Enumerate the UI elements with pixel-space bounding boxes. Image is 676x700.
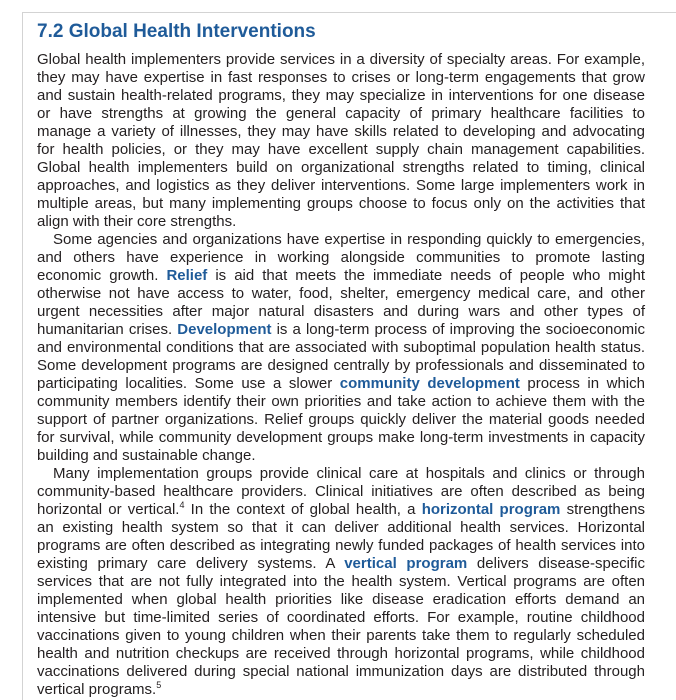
text-line — [37, 87, 645, 105]
text-run: services that are not fully integrated into the health system. Vertical programs are often — [37, 573, 645, 590]
key-term: Relief — [166, 267, 208, 284]
text-run: economic growth. — [37, 267, 167, 284]
text-line — [37, 159, 645, 177]
text-line — [37, 663, 645, 681]
text-run: approaches, and logistics as they deliver interventions. Some large implementers work in — [37, 177, 645, 194]
text-line — [37, 393, 645, 411]
text-line — [37, 123, 645, 141]
citation-superscript: 5 — [156, 680, 162, 690]
text-run: existing primary care delivery systems. A — [37, 555, 345, 572]
text-line — [37, 627, 645, 645]
text-run: is aid that meets the immediate needs of people who might — [207, 267, 645, 284]
text-line — [37, 177, 645, 195]
text-line — [37, 285, 645, 303]
text-run: they may have expertise in fast responses to crises or long-term engagements that grow — [37, 69, 645, 86]
text-run: manage a variety of illnesses, they may have skills related to developing and advocating — [37, 123, 645, 140]
text-run: otherwise not have access to water, food, shelter, emergency medical care, and other — [37, 285, 645, 302]
text-line — [37, 213, 645, 231]
text-line — [37, 483, 645, 501]
text-line — [37, 501, 645, 519]
citation-superscript: 4 — [179, 500, 185, 510]
text-run: or have strengths at growing the general capacity of primary healthcare facilities to — [37, 105, 645, 122]
text-run: and environmental conditions that are associated with suboptimal population health status. — [37, 339, 645, 356]
text-run: building and sustainable change. — [37, 447, 256, 464]
text-run: Many implementation groups provide clinical care at hospitals and clinics or through — [53, 465, 645, 482]
text-run: humanitarian crises. — [37, 321, 178, 338]
text-line — [37, 249, 645, 267]
text-line — [37, 375, 645, 393]
text-run: Global health implementers build on organizational strengths related to timing, clinical — [37, 159, 645, 176]
text-line — [37, 303, 645, 321]
key-term: vertical program — [344, 555, 468, 572]
text-run: vaccinations delivered during special national immunization days are distributed through — [37, 663, 645, 680]
text-line — [37, 465, 645, 483]
text-line — [37, 69, 645, 87]
text-line — [37, 519, 645, 537]
text-line — [37, 609, 645, 627]
text-line — [37, 231, 645, 249]
text-run: implemented when global health priorities like disease eradication efforts demand an — [37, 591, 645, 608]
text-run: delivers disease-specific — [467, 555, 645, 572]
text-line — [37, 573, 645, 591]
text-line — [37, 645, 645, 663]
text-line — [37, 51, 645, 69]
text-run: health and nutrition checkups are received through horizontal programs, while childhood — [37, 645, 645, 662]
text-run: multiple areas, but many implementing groups choose to focus only on the activities that — [37, 195, 645, 212]
text-line — [37, 555, 645, 573]
section-heading: 7.2 Global Health Interventions — [37, 21, 316, 42]
text-line — [37, 267, 645, 285]
text-line — [37, 537, 645, 555]
text-run: Some development programs are designed centrally by professionals and disseminated to — [37, 357, 645, 374]
body-text — [37, 51, 645, 699]
text-run: participating localities. Some use a slower — [37, 375, 340, 392]
key-term: community development — [339, 375, 520, 392]
text-run: support of partner organizations. Relief groups quickly deliver the material goods needed — [37, 411, 645, 428]
text-line — [37, 411, 645, 429]
text-run: intensive but time-limited series of coordinated efforts. For example, routine childhood — [37, 609, 645, 626]
text-line — [37, 321, 645, 339]
text-run: community members identify their own priorities and take action to achieve them with the — [37, 393, 645, 410]
text-line — [37, 357, 645, 375]
text-run: align with their core strengths. — [37, 213, 237, 230]
text-run: is a long-term process of improving the socioeconomic — [271, 321, 645, 338]
text-line — [37, 429, 645, 447]
key-term: Development — [177, 321, 272, 338]
text-line — [37, 339, 645, 357]
text-run: horizontal or vertical. — [37, 501, 180, 518]
paragraph — [37, 51, 645, 231]
paragraph — [37, 465, 645, 699]
key-term: horizontal program — [421, 501, 561, 518]
text-run: Some agencies and organizations have expertise in responding quickly to emergencies, — [53, 231, 645, 248]
text-line — [37, 195, 645, 213]
text-line — [37, 105, 645, 123]
text-run: for survival, while community development groups make long-term investments in capacity — [37, 429, 645, 446]
text-run: vertical programs. — [37, 681, 157, 698]
text-run: programs are often described as integrating newly funded packages of health services into — [37, 537, 645, 554]
text-run: urgent necessities after major natural disasters and during wars and other types of — [37, 303, 645, 320]
text-run: community-based healthcare providers. Clinical initiatives are often described as being — [37, 483, 645, 500]
text-run: strengthens — [560, 501, 645, 518]
text-run: an existing health system so that it can deliver additional health services. Horizontal — [37, 519, 645, 536]
text-run: vaccinations given to young children when their parents take them to regularly scheduled — [37, 627, 645, 644]
text-run: Global health implementers provide services in a diversity of specialty areas. For example, — [37, 51, 645, 68]
text-line — [37, 681, 645, 699]
text-run: and others have experience in working alongside communities to promote lasting — [37, 249, 645, 266]
paragraph — [37, 231, 645, 465]
text-run: and sustain health-related programs, they may specialize in interventions for one disease — [37, 87, 645, 104]
text-line — [37, 591, 645, 609]
text-run: for health policies, or they may have excellent supply chain management capabilities. — [37, 141, 645, 158]
text-run: process in which — [519, 375, 645, 392]
text-line — [37, 447, 645, 465]
text-run: In the context of global health, a — [184, 501, 422, 518]
text-line — [37, 141, 645, 159]
